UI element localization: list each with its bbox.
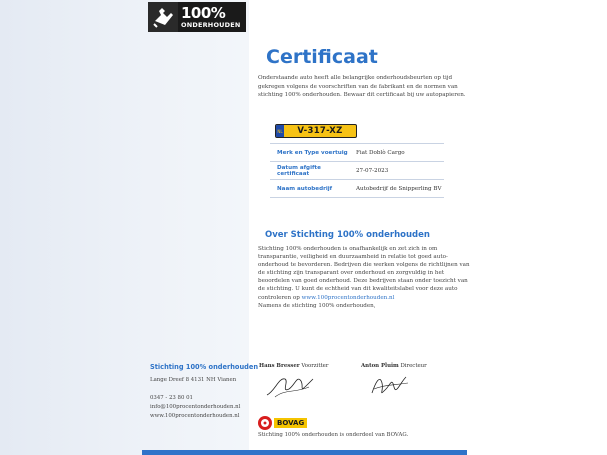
table-row [270, 162, 444, 180]
row-value: 27-07-2023 [349, 162, 444, 180]
bovag-logo [258, 416, 307, 430]
row-label: Merk en Type voertuig [270, 144, 349, 162]
signature-director [368, 371, 413, 399]
signatory-name: Hans Bresser [259, 363, 300, 369]
organization-website[interactable]: www.100procentonderhouden.nl [150, 413, 240, 419]
row-label: Datum afgifte certificaat [270, 162, 349, 180]
certificate-title: Certificaat [266, 46, 378, 68]
logo-text-small: ONDERHOUDEN [181, 20, 241, 29]
footer-bar [142, 450, 467, 455]
bovag-note: Stichting 100% onderhouden is onderdeel van BOVAG. [258, 432, 409, 438]
about-closing: Namens de stichting 100% onderhouden, [258, 302, 376, 309]
organization-name: Stichting 100% onderhouden [150, 363, 259, 371]
wrench-check-icon [148, 2, 178, 32]
bovag-wordmark: BOVAG [274, 418, 307, 428]
vehicle-info-table [270, 143, 444, 198]
signatory-role: Directeur [400, 363, 427, 369]
signatory-role: Voorzitter [301, 363, 329, 369]
logo-text-big: 100% [181, 3, 226, 22]
about-heading: Over Stichting 100% onderhouden [265, 230, 430, 240]
signature-chair [265, 371, 315, 399]
verification-link[interactable]: www.100procentonderhouden.nl [301, 294, 395, 301]
license-plate [275, 124, 357, 138]
plate-eu-strip: NL [276, 125, 284, 137]
table-row [270, 144, 444, 162]
organization-email[interactable]: info@100procentonderhouden.nl [150, 404, 241, 410]
organization-phone: 0347 - 23 80 01 [150, 395, 193, 401]
row-value: Autobedrijf de Snipperling BV [349, 180, 444, 198]
bovag-emblem-icon [258, 416, 272, 430]
signatory-name: Anton Pluim [361, 363, 399, 369]
signatory-director [361, 363, 427, 369]
plate-number: V-317-XZ [297, 126, 343, 136]
about-body [258, 245, 470, 310]
brand-logo [148, 2, 246, 32]
organization-address: Lange Dreef 8 4131 NH Vianen [150, 377, 237, 383]
about-text: Stichting 100% onderhouden is onafhankelijk en zet zich in om transparantie, veiligheid en duurzaamheid in relatie tot goed auto-onderhoud te bevorderen. Bedrijven die werken volgens de richtlijnen van de stichting zijn transparant over onderhoud en zorgvuldig in het beoordelen van goed onderhoud. Deze bedrijven staan onder toezicht van de stichting. U kunt de echtheid van dit kwaliteitslabel voor deze auto controleren op [258, 246, 470, 301]
sidebar-panel [0, 0, 249, 455]
certificate-intro: Onderstaande auto heeft alle belangrijke onderhoudsbeurten op tijd gekregen volgens de voorschriften van de fabrikant en de normen van stichting 100% onderhouden. Bewaar dit certificaat bij uw autopapieren. [258, 75, 466, 98]
row-value: Fiat Doblò Cargo [349, 144, 444, 162]
signatory-chair [259, 363, 328, 369]
table-row [270, 180, 444, 198]
row-label: Naam autobedrijf [270, 180, 349, 198]
